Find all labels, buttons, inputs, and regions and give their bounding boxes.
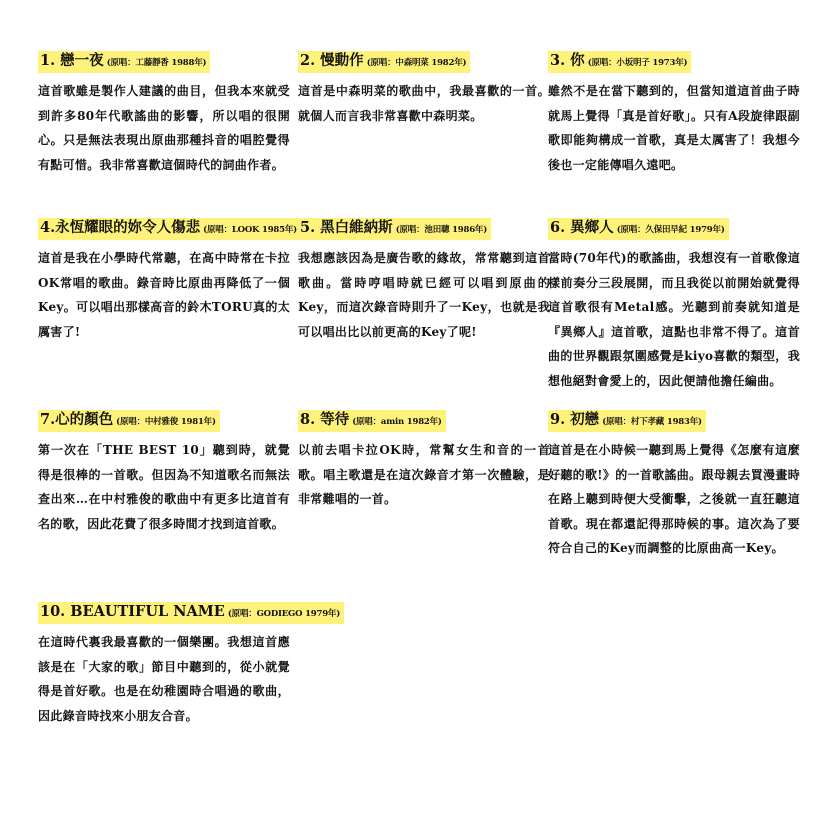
song-entry-8 xyxy=(298,409,550,512)
song-entry-2 xyxy=(298,50,550,128)
song-credit-6: (原唱：久保田早紀 1979年) xyxy=(616,225,725,235)
song-credit-9: (原唱：村下孝藏 1983年) xyxy=(602,417,702,427)
song-entry-10 xyxy=(38,601,341,728)
song-credit-2: (原唱：中森明菜 1982年) xyxy=(366,58,467,68)
song-entry-1 xyxy=(38,50,290,177)
song-title-6: 6. 異鄉人 (原唱：久保田早紀 1979年) xyxy=(548,218,729,240)
song-title-8: 8. 等待 (原唱：amin 1982年) xyxy=(298,410,446,432)
song-entry-9 xyxy=(548,409,800,561)
song-text-3: 雖然不是在當下聽到的，但當知道這首曲子時就馬上覺得「真是首好歌」。只有A段旋律跟副歌即能夠構成一首歌，真是太厲害了！我想今後也一定能傳唱久遠吧。 xyxy=(548,84,800,172)
song-credit-8: (原唱：amin 1982年) xyxy=(352,417,442,427)
song-title-10: 10. BEAUTIFUL NAME (原唱：GODIEGO 1979年) xyxy=(38,602,344,624)
song-text-6: 當時(70年代)的歌謠曲，我想沒有一首歌像這樣前奏分三段展開，而且我從以前開始就覺得這首歌很有Metal感。光聽到前奏就知道是『異鄉人』這首歌，這點也非常不得了。這首曲的世界觀跟氛圍感覺是kiyo喜歡的類型，我想他絕對會愛上的，因此便請他擔任編曲。 xyxy=(548,251,800,388)
song-text-4: 這首是我在小學時代常聽，在高中時常在卡拉OK常唱的歌曲。錄音時比原曲再降低了一個Key。可以唱出那樣高音的鈴木TORU真的太厲害了! xyxy=(38,251,290,339)
song-credit-3: (原唱：小坂明子 1973年) xyxy=(587,58,688,68)
song-text-8: 以前去唱卡拉OK時，常幫女生和音的一首歌。唱主歌還是在這次錄音才第一次體驗，是非常難唱的一首。 xyxy=(298,443,550,506)
song-credit-10: (原唱：GODIEGO 1979年) xyxy=(227,609,341,619)
song-text-10: 在這時代裏我最喜歡的一個樂團。我想這首應該是在「大家的歌」節目中聽到的，從小就覺得是首好歌。也是在幼稚園時合唱過的歌曲，因此錄音時找來小朋友合音。 xyxy=(38,635,290,723)
song-credit-7: (原唱：中村雅俊 1981年) xyxy=(116,417,216,427)
song-title-5: 5. 黑白維納斯 (原唱：池田聰 1986年) xyxy=(298,218,491,240)
song-credit-4: (原唱：LOOK 1985年) xyxy=(203,225,297,235)
song-title-4: 4.永恆耀眼的妳令人傷悲 (原唱：LOOK 1985年) xyxy=(38,218,301,240)
song-text-7: 第一次在「THE BEST 10」聽到時，就覺得是很棒的一首歌。但因為不知道歌名而無法查出來…在中村雅俊的歌曲中有更多比這首有名的歌，因此花費了很多時間才找到這首歌。 xyxy=(38,443,290,531)
song-text-5: 我想應該因為是廣告歌的緣故，常常聽到這首歌曲。當時哼唱時就已經可以唱到原曲的Key，而這次錄音時則升了一Key，也就是我可以唱出比以前更高的Key了呢! xyxy=(298,251,550,339)
song-credit-1: (原唱：工藤靜香 1988年) xyxy=(106,58,207,68)
song-title-2: 2. 慢動作 (原唱：中森明菜 1982年) xyxy=(298,51,470,73)
song-text-1: 這首歌雖是製作人建議的曲目，但我本來就受到許多80年代歌謠曲的影響，所以唱的很開心。只是無法表現出原曲那種抖音的唱腔覺得有點可惜。我非常喜歡這個時代的詞曲作者。 xyxy=(38,84,290,172)
song-title-1: 1. 戀一夜 (原唱：工藤靜香 1988年) xyxy=(38,51,210,73)
song-text-9: 這首是在小時候一聽到馬上覺得《怎麼有這麼好聽的歌!》的一首歌謠曲。跟母親去買漫畫時在路上聽到時便大受衝擊，之後就一直狂聽這首歌。現在都還記得那時候的事。這次為了要符合自己的Key而調整的比原曲高一Key。 xyxy=(548,443,800,555)
song-entry-4 xyxy=(38,217,297,344)
song-entry-5 xyxy=(298,217,550,344)
song-entry-3 xyxy=(548,50,800,177)
song-text-2: 這首是中森明菜的歌曲中，我最喜歡的一首。就個人而言我非常喜歡中森明菜。 xyxy=(298,84,550,123)
song-credit-5: (原唱：池田聰 1986年) xyxy=(395,225,488,235)
song-entry-6 xyxy=(548,217,800,393)
song-entry-7 xyxy=(38,409,290,536)
song-title-9: 9. 初戀 (原唱：村下孝藏 1983年) xyxy=(548,410,706,432)
song-title-7: 7.心的顏色 (原唱：中村雅俊 1981年) xyxy=(38,410,220,432)
song-title-3: 3. 你 (原唱：小坂明子 1973年) xyxy=(548,51,691,73)
